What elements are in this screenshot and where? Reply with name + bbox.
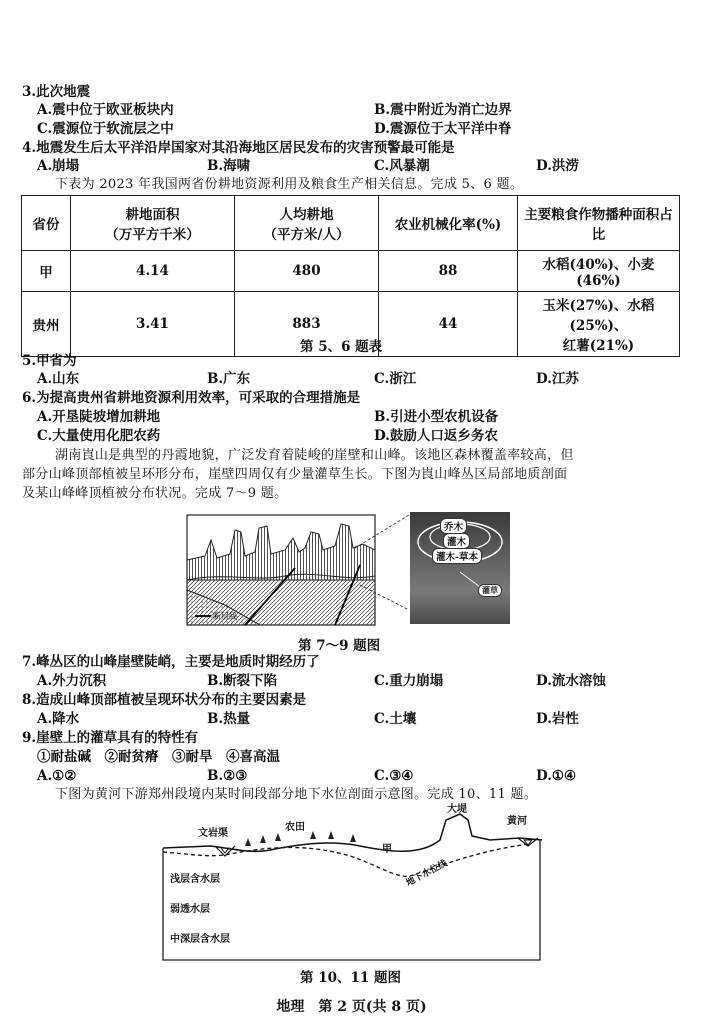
q5-option-b: B.广东 <box>207 371 251 387</box>
q8-option-c: C.土壤 <box>374 711 417 727</box>
th-per-capita: 人均耕地 （平方米/人） <box>235 196 379 251</box>
q4-option-b: B.海啸 <box>207 158 251 174</box>
cell-crop-share: 水稻(40%)、小麦(46%) <box>518 251 680 292</box>
q6-option-a: A.开垦陡坡增加耕地 <box>37 409 161 425</box>
label-canal: 文岩渠 <box>198 828 228 839</box>
q9-option-d: D.①④ <box>536 768 577 784</box>
label-river: 黄河 <box>507 816 527 827</box>
th-province: 省份 <box>22 196 71 251</box>
cell-per-capita: 883 <box>235 292 379 357</box>
q7-option-a: A.外力沉积 <box>37 673 107 689</box>
geologic-profile-figure <box>185 510 410 630</box>
q9-statements: ①耐盐碱 ②耐贫瘠 ③耐旱 ④喜高温 <box>37 749 280 765</box>
intro-10-11: 下图为黄河下游郑州段境内某时间段部分地下水位剖面示意图。完成 10、11 题。 <box>55 787 538 802</box>
intro-7-9-line3: 及某山峰峰顶植被分布状况。完成 7～9 题。 <box>22 486 288 501</box>
label-jia: 甲 <box>382 844 392 855</box>
th-crop-share: 主要粮食作物播种面积占比 <box>518 196 680 251</box>
q9-stem: 9.崖壁上的灌草具有的特性有 <box>22 730 199 746</box>
q8-stem: 8.造成山峰顶部植被呈现环状分布的主要因素是 <box>22 692 307 708</box>
q4-option-c: C.风暴潮 <box>374 158 430 174</box>
cell-province: 贵州 <box>22 292 71 357</box>
cell-mechanization: 44 <box>379 292 518 357</box>
legend-fault-label: 断层线 <box>213 612 237 621</box>
q6-stem: 6.为提高贵州省耕地资源利用效率，可采取的合理措施是 <box>22 390 361 406</box>
q4-option-d: D.洪涝 <box>536 158 579 174</box>
label-dike: 大堤 <box>447 804 467 815</box>
q8-option-d: D.岩性 <box>536 711 579 727</box>
q5-stem: 5.甲省为 <box>22 353 77 369</box>
label-shrub-herb: 灌木-草本 <box>432 548 482 564</box>
q6-option-c: C.大量使用化肥农药 <box>37 428 161 444</box>
q3-option-a: A.震中位于欧亚板块内 <box>37 102 174 118</box>
table-caption: 第 5、6 题表 <box>300 339 383 355</box>
q4-stem: 4.地震发生后太平洋沿岸国家对其沿海地区居民发布的灾害预警最可能是 <box>22 140 455 156</box>
figure-7-9-caption: 第 7～9 题图 <box>298 638 381 654</box>
q9-option-b: B.②③ <box>207 768 248 784</box>
q5-option-c: C.浙江 <box>374 371 417 387</box>
q4-option-a: A.崩塌 <box>37 158 80 174</box>
figure-10-11-caption: 第 10、11 题图 <box>300 970 401 986</box>
cell-area: 3.41 <box>71 292 235 357</box>
q9-option-a: A.①② <box>37 768 77 784</box>
q6-option-b: B.引进小型农机设备 <box>374 409 499 425</box>
q5-option-a: A.山东 <box>37 371 80 387</box>
q3-option-d: D.震源位于太平洋中脊 <box>374 121 512 137</box>
farmland-table <box>21 195 680 357</box>
label-deep-aquifer: 中深层含水层 <box>170 934 230 945</box>
grass-pointer <box>460 572 480 587</box>
cell-per-capita: 480 <box>235 251 379 292</box>
intro-7-9-line1: 湖南崀山是典型的丹霞地貌，广泛发育着陡峻的崖壁和山峰。该地区森林覆盖率较高，但 <box>55 448 574 463</box>
label-tree: 乔木 <box>440 518 467 534</box>
cell-crop-share: 玉米(27%)、水稻(25%)、 红薯(21%) <box>518 292 680 357</box>
label-shallow-aquifer: 浅层含水层 <box>170 874 220 885</box>
label-aquitard: 弱透水层 <box>170 904 210 915</box>
q5-option-d: D.江苏 <box>536 371 579 387</box>
cell-mechanization: 88 <box>379 251 518 292</box>
q7-stem: 7.峰丛区的山峰崖壁陡峭，主要是地质时期经历了 <box>22 654 320 670</box>
q3-option-c: C.震源位于软流层之中 <box>37 121 174 137</box>
label-water-table: 地下水位线 <box>404 858 450 889</box>
intro-5-6: 下表为 2023 年我国两省份耕地资源利用及粮食生产相关信息。完成 5、6 题。 <box>55 177 524 192</box>
intro-7-9-line2: 部分山峰顶部植被呈环形分布，崖壁四周仅有少量灌草生长。下图为崀山峰丛区局部地质剖面 <box>22 467 568 482</box>
cell-province: 甲 <box>22 251 71 292</box>
label-grass: 灌草 <box>478 584 502 597</box>
label-field: 农田 <box>285 822 305 833</box>
groundwater-profile-figure <box>150 800 560 965</box>
th-area: 耕地面积 （万平方千米） <box>71 196 235 251</box>
cell-area: 4.14 <box>71 251 235 292</box>
table-row <box>22 251 680 292</box>
page-footer: 地理 第 2 页(共 8 页) <box>276 999 427 1015</box>
q7-option-d: D.流水溶蚀 <box>536 673 606 689</box>
q6-option-d: D.鼓励人口返乡务农 <box>374 428 498 444</box>
q8-option-a: A.降水 <box>37 711 80 727</box>
q8-option-b: B.热量 <box>207 711 251 727</box>
q9-option-c: C.③④ <box>374 768 414 784</box>
q7-option-b: B.断裂下陷 <box>207 673 278 689</box>
q7-option-c: C.重力崩塌 <box>374 673 444 689</box>
q3-stem: 3.此次地震 <box>22 84 91 100</box>
label-shrub: 灌木 <box>443 533 470 549</box>
th-mechanization: 农业机械化率(%) <box>379 196 518 251</box>
q3-option-b: B.震中附近为消亡边界 <box>374 102 512 118</box>
